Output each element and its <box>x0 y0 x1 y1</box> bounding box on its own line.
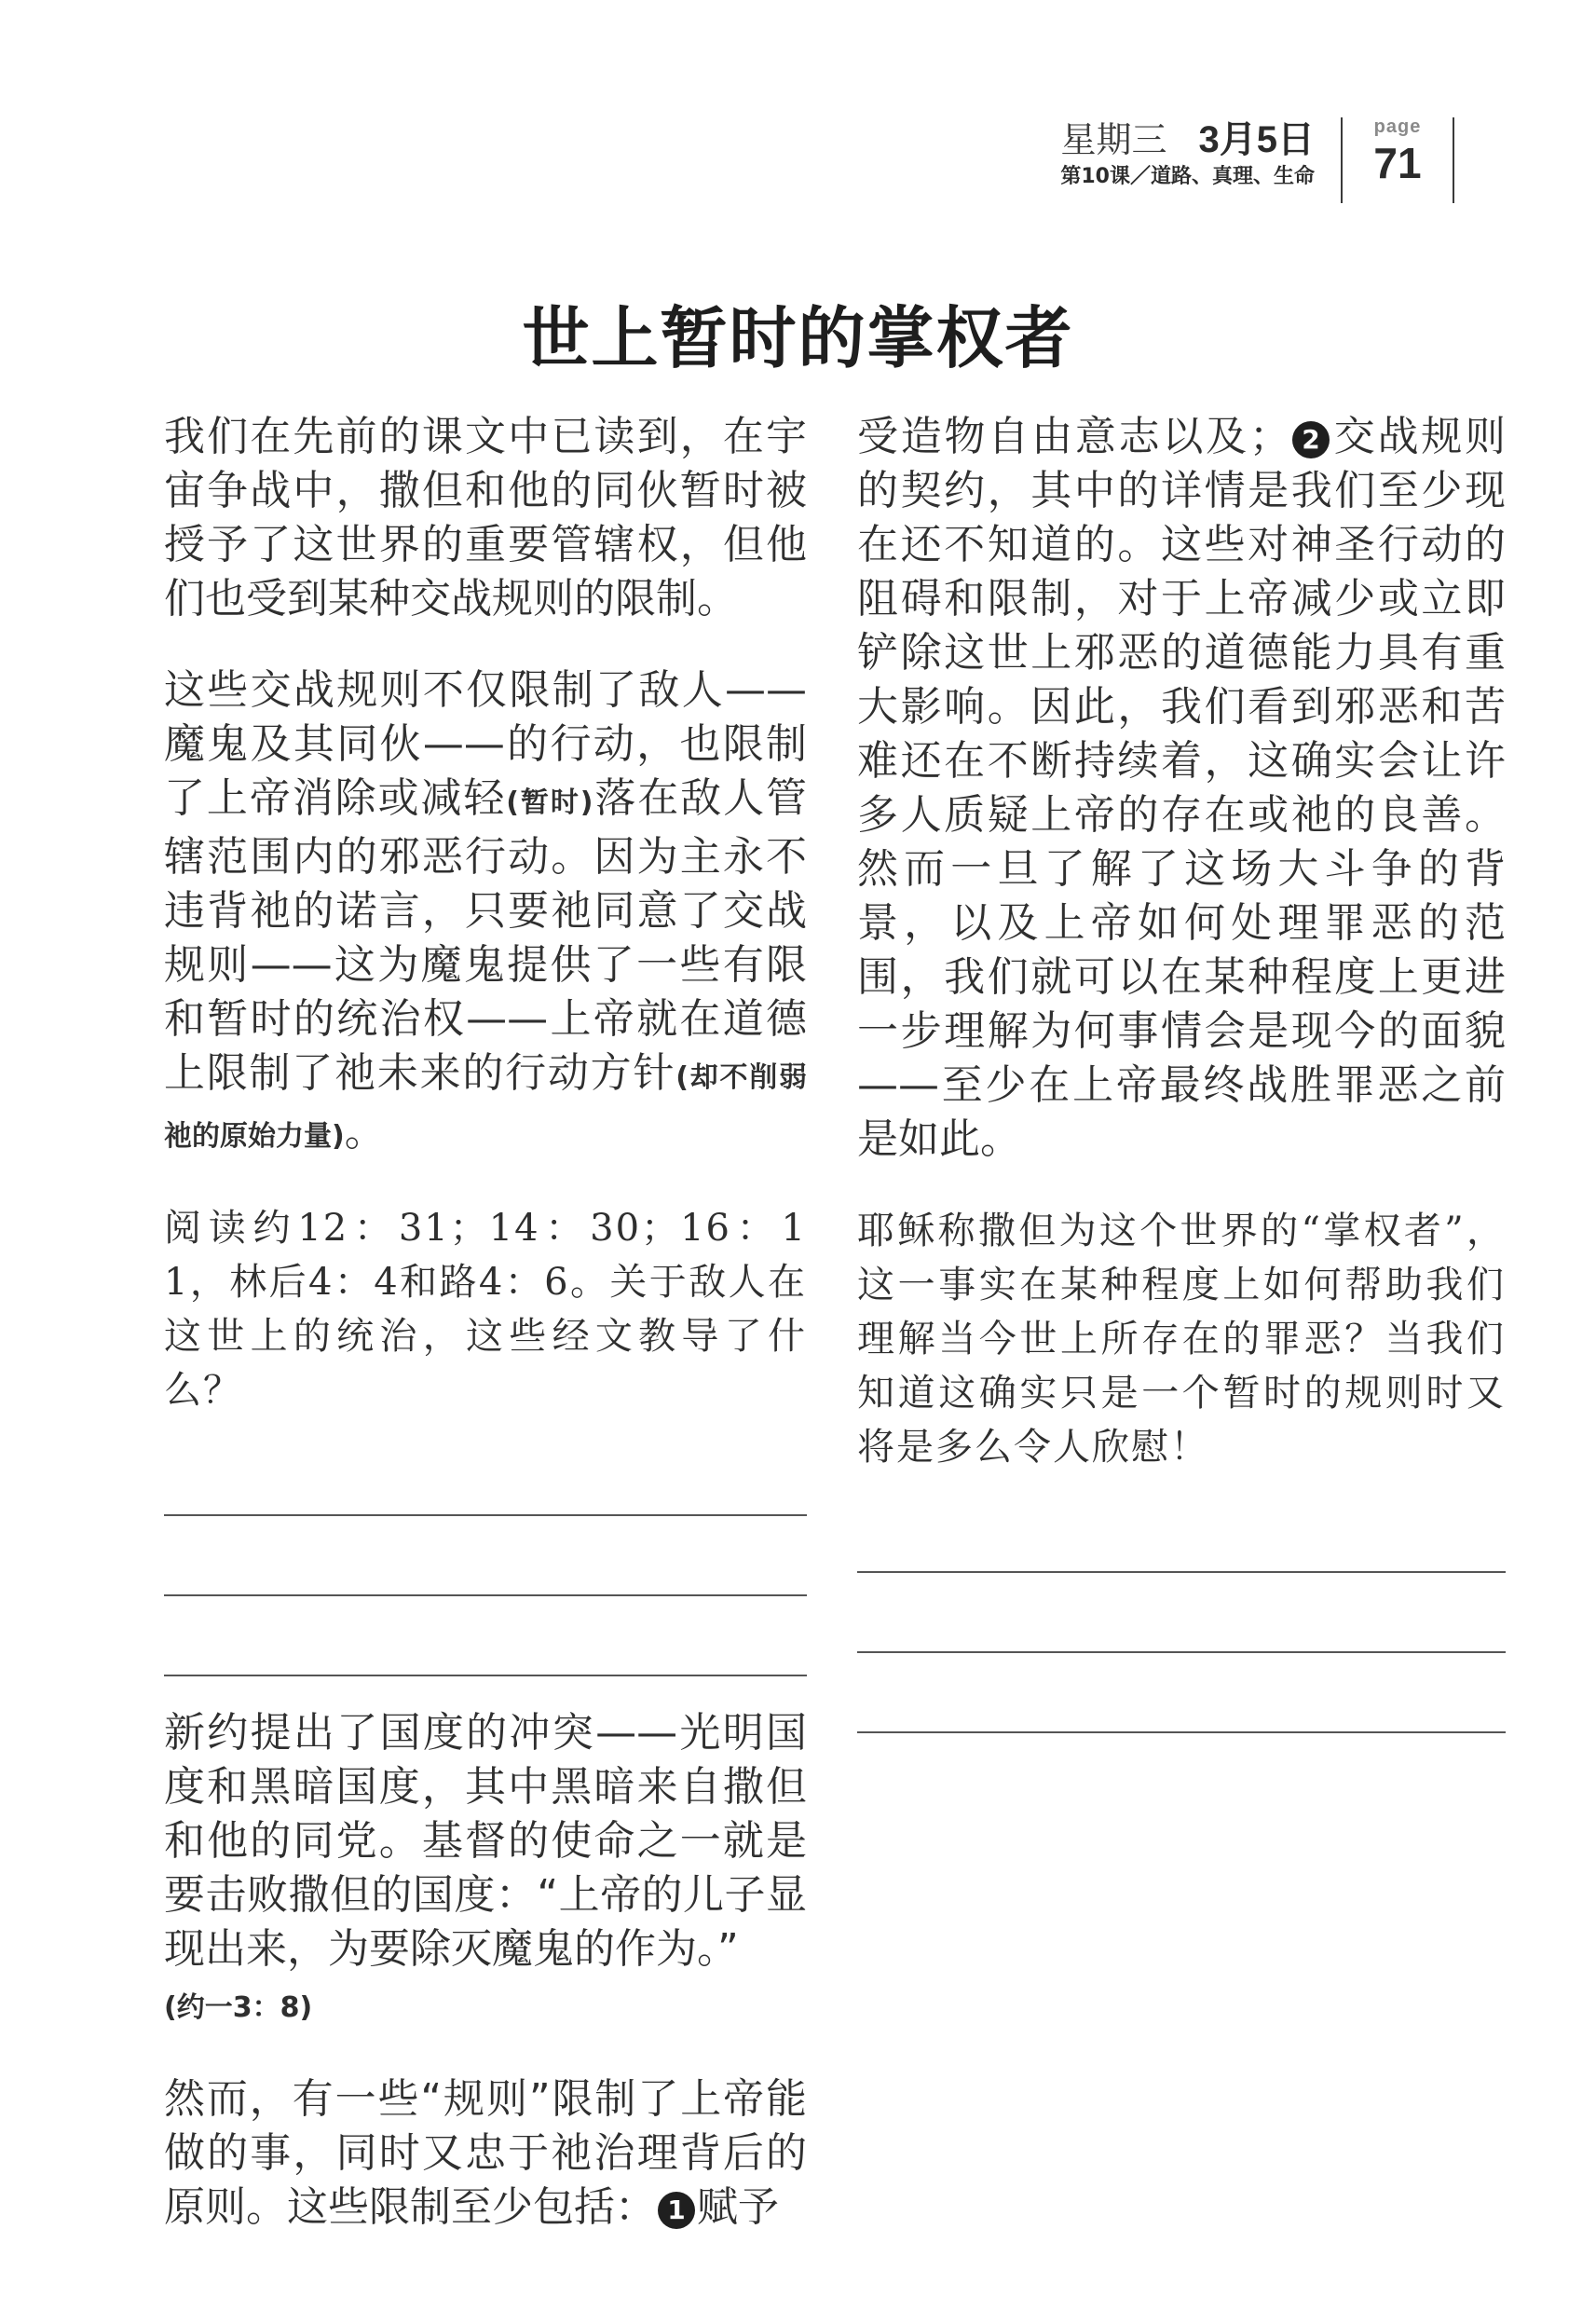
answer-line[interactable] <box>857 1653 1506 1733</box>
answer-line[interactable] <box>164 1516 807 1596</box>
left-p2-text-b: 落在敌人管辖范围内的邪恶行动。因为主永不违背祂的诺言，只要祂同意了交战规则——这为魔鬼提供了一些有限和暂时的统治权——上帝就在道德上限制了祂未来的行动方针 <box>164 774 808 1097</box>
left-column <box>164 410 807 2272</box>
right-p1-text-b: 交战规则的契约，其中的详情是我们至少现在还不知道的。这些对神圣行动的阻碍和限制，对于上帝减少或立即铲除这世上邪恶的道德能力具有重大影响。因此，我们看到邪恶和苦难还在不断持续着，这确实会让许多人质疑上帝的存在或祂的良善。然而一旦了解了这场大斗争的背景，以及上帝如何处理罪恶的范围，我们就可以在某种程度上更进一步理解为何事情会是现今的面貌——至少在上帝最终战胜罪恶之前是如此。 <box>857 413 1507 1163</box>
number-2-badge: 2 <box>1292 421 1330 458</box>
left-study-question: 阅读约12：31；14：30；16：11，林后4：4和路4：6。关于敌人在这世上的统治，这些经文教导了什么？ <box>164 1207 807 1412</box>
left-p2-aside-1: (暂时) <box>506 786 593 819</box>
right-paragraph-1 <box>857 410 1506 1167</box>
left-answer-lines <box>164 1436 807 1676</box>
answer-line[interactable] <box>164 1596 807 1676</box>
left-p4-text-a: 然而，有一些“规则”限制了上帝能做的事，同时又忠于祂治理背后的原则。这些限制至少包括： <box>164 2075 807 2231</box>
left-p2-text-c: 。 <box>344 1108 386 1156</box>
header-day-row <box>1060 119 1315 160</box>
number-1-badge: 1 <box>658 2192 695 2229</box>
page-header <box>1060 112 1454 201</box>
answer-line[interactable] <box>857 1573 1506 1653</box>
answer-line[interactable] <box>857 1493 1506 1573</box>
left-p3-text: 新约提出了国度的冲突——光明国度和黑暗国度，其中黑暗来自撒但和他的同党。基督的使命之一就是要击败撒但的国度：“上帝的儿子显现出来，为要除灭魔鬼的作为。” <box>164 1709 807 1973</box>
left-paragraph-4 <box>164 2072 807 2235</box>
header-right-rule <box>1453 117 1454 203</box>
page-title: 世上暂时的掌权者 <box>522 298 1074 377</box>
right-column <box>857 410 1506 1733</box>
left-paragraph-3 <box>164 1706 807 2035</box>
left-paragraph-2 <box>164 663 807 1164</box>
header-page-block <box>1343 112 1453 188</box>
left-p2-aside-2: (却不削弱祂的原始力量) <box>164 1061 807 1153</box>
left-p3-reference: (约一3：8) <box>164 1991 313 2024</box>
right-study-question: 耶稣称撒但为这个世界的“掌权者”，这一事实在某种程度上如何帮助我们理解当今世上所存在的罪恶？当我们知道这确实只是一个暂时的规则时又将是多么令人欣慰！ <box>857 1210 1506 1469</box>
page-word: page <box>1373 116 1422 137</box>
header-lesson: 第10课／道路、真理、生命 <box>1060 165 1315 188</box>
header-date: 3月5日 <box>1198 119 1315 160</box>
left-p2-text-a: 这些交战规则不仅限制了敌人——魔鬼及其同伙——的行动，也限制了上帝消除或减轻 <box>164 666 807 822</box>
header-day: 星期三 <box>1060 119 1167 160</box>
answer-line[interactable] <box>164 1436 807 1516</box>
left-paragraph-1: 我们在先前的课文中已读到，在宇宙争战中，撒但和他的同伙暂时被授予了这世界的重要管辖权，但他们也受到某种交战规则的限制。 <box>164 413 807 622</box>
page-number: 71 <box>1373 139 1422 187</box>
right-answer-lines <box>857 1493 1506 1733</box>
right-p1-text-a: 受造物自由意志以及； <box>857 413 1290 460</box>
header-date-block <box>1060 112 1341 190</box>
left-p4-text-b: 赋予 <box>697 2183 779 2231</box>
